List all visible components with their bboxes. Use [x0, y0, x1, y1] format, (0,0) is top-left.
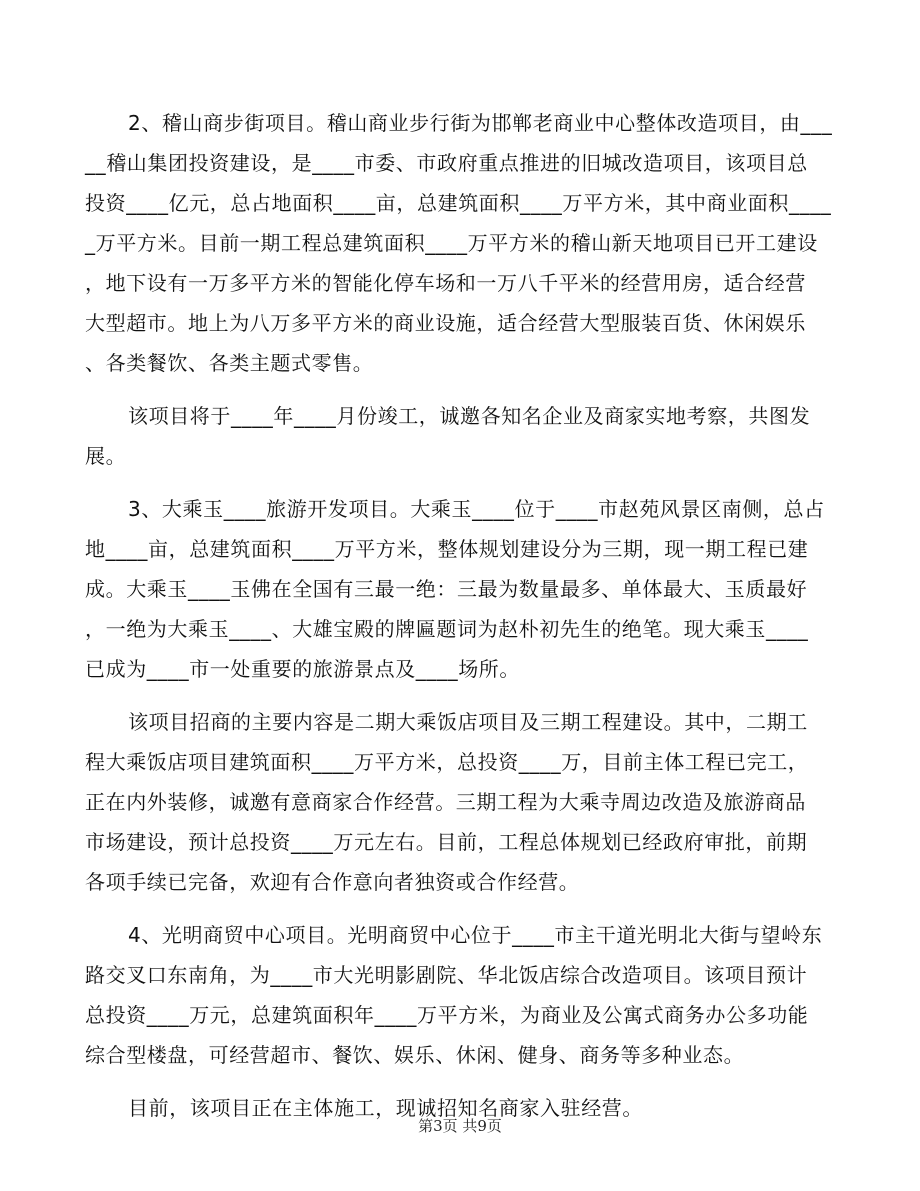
text-line: 展。: [85, 444, 127, 468]
text-line: ，一绝为大乘玉____、大雄宝殿的牌匾题词为赵朴初先生的绝笔。现大乘玉____: [85, 617, 809, 641]
text-line: 该项目将于____年____月份竣工，诚邀各知名企业及商家实地考察，共图发: [128, 404, 811, 428]
page-number-footer: 第3页 共9页: [418, 1117, 502, 1135]
text-line: 目前，该项目正在主体施工，现诚招知名商家入驻经营。: [128, 1096, 643, 1120]
text-line: 投资____亿元，总占地面积____亩，总建筑面积____万平方米，其中商业面积____: [85, 191, 832, 215]
text-line: 市场建设，预计总投资____万元左右。目前，工程总体规划已经政府审批，前期: [85, 830, 808, 854]
text-line: 总投资____万元，总建筑面积年____万平方米，为商业及公寓式商务办公多功能: [85, 1003, 809, 1027]
document-body: [85, 103, 837, 1128]
text-line: ，地下设有一万多平方米的智能化停车场和一万八千平米的经营用房，适合经营: [85, 271, 806, 295]
text-line: 地____亩，总建筑面积____万平方米，整体规划建设分为三期，现一期工程已建: [85, 537, 809, 561]
text-line: 程大乘饭店项目建筑面积____万平方米，总投资____万，目前主体工程已完工，: [85, 750, 809, 774]
text-line: 、各类餐饮、各类主题式零售。: [85, 351, 374, 375]
text-line: 综合型楼盘，可经营超市、餐饮、娱乐、休闲、健身、商务等多种业态。: [85, 1043, 745, 1067]
paragraph-jishan-pedestrian-street: [85, 103, 837, 383]
text-line: 已成为____市一处重要的旅游景点及____场所。: [85, 657, 520, 681]
text-line: __稽山集团投资建设，是____市委、市政府重点推进的旧城改造项目，该项目总: [85, 151, 808, 175]
text-line: 3、大乘玉____旅游开发项目。大乘玉____位于____市赵苑风景区南侧，总占: [128, 497, 825, 521]
paragraph-investment-content: [85, 702, 837, 902]
text-line: 各项手续已完备，欢迎有合作意向者独资或合作经营。: [85, 870, 580, 894]
text-line: 该项目招商的主要内容是二期大乘饭店项目及三期工程建设。其中，二期工: [128, 710, 808, 734]
text-line: 路交叉口东南角，为____市大光明影剧院、华北饭店综合改造项目。该项目预计: [85, 963, 808, 987]
text-line: 成。大乘玉____玉佛在全国有三最一绝：三最为数量最多、单体最大、玉质最好: [85, 577, 808, 601]
paragraph-dacheng-jade-tourism: [85, 489, 837, 689]
text-line: 2、稽山商步街项目。稽山商业步行街为邯郸老商业中心整体改造项目，由___: [128, 111, 833, 135]
text-line: 大型超市。地上为八万多平方米的商业设施，适合经营大型服装百货、休闲娱乐: [85, 311, 806, 335]
paragraph-completion-invitation: [85, 396, 837, 476]
text-line: _万平方米。目前一期工程总建筑面积____万平方米的稽山新天地项目已开工建设: [85, 231, 818, 255]
paragraph-guangming-trade-center: [85, 915, 837, 1075]
text-line: 正在内外装修，诚邀有意商家合作经营。三期工程为大乘寺周边改造及旅游商品: [85, 790, 806, 814]
text-line: 4、光明商贸中心项目。光明商贸中心位于____市主干道光明北大街与望岭东: [128, 923, 823, 947]
